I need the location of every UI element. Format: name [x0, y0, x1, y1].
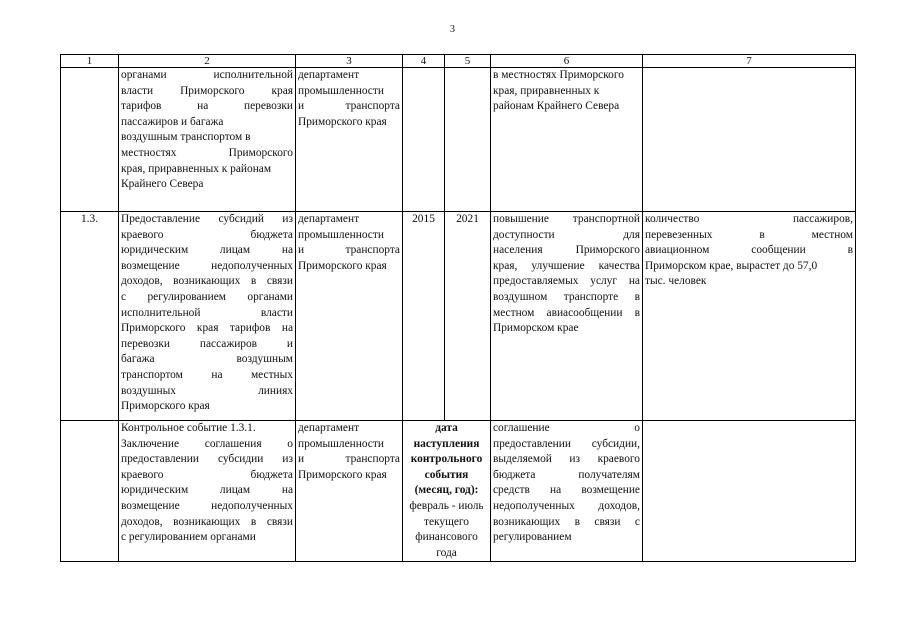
text-line: районам Крайнего Севера [493, 100, 620, 113]
text-line: возмещение недополученных [121, 499, 293, 512]
indicator-cell [643, 212, 856, 421]
text-line: с регулированием органами [121, 531, 256, 544]
page-number: 3 [450, 24, 455, 35]
column-number: 1 [61, 55, 119, 68]
text-line: дата [435, 422, 458, 434]
text-line: и транспорта [298, 453, 400, 466]
text-line: промышленности [298, 84, 384, 97]
table-row [61, 212, 856, 421]
text-line: доступности для [493, 228, 640, 241]
text-line: предоставлении субсидии из [121, 453, 293, 466]
text-line: юридическим лицам на [121, 244, 293, 257]
text-line: краевого бюджета [121, 228, 293, 241]
text-line: транспортом на местных [121, 368, 293, 381]
expected-result-cell [491, 68, 643, 212]
responsible-cell [296, 68, 403, 212]
text-line: краевого бюджета [121, 468, 293, 481]
text-line: регулированием [493, 531, 572, 544]
text-line: доходов, возникающих в связи [121, 515, 293, 528]
text-line: департамент [298, 69, 360, 81]
text-line: местном авиасообщении в [493, 306, 640, 319]
text-line: количество пассажиров, [645, 213, 853, 225]
text-line: юридическим лицам на [121, 484, 293, 497]
text-line: воздушных линиях [121, 384, 293, 397]
text-line: наступления [413, 437, 480, 450]
text-line: Приморского края тарифов на [121, 322, 293, 335]
start-year-cell [403, 68, 445, 212]
text-line: авиационном сообщении в [645, 244, 853, 257]
text-line: воздушным транспортом в [121, 131, 251, 144]
text-line: департамент [298, 422, 360, 434]
text-line: текущего [423, 515, 469, 528]
column-number: 7 [643, 55, 856, 68]
text-line: Приморском крае [493, 322, 579, 335]
activity-name-cell [119, 421, 296, 562]
text-line: бюджета получателям [493, 468, 640, 481]
column-number: 2 [119, 55, 296, 68]
item-number-cell [61, 421, 119, 562]
text-line: (месяц, год): [414, 484, 479, 497]
column-number: 4 [403, 55, 445, 68]
end-year-cell [445, 68, 491, 212]
table-row [61, 68, 856, 212]
text-line: Приморского края [121, 400, 210, 413]
text-line: года [436, 546, 457, 559]
text-line: пассажиров и багажа [121, 115, 224, 128]
responsible-cell [296, 421, 403, 562]
item-number-cell: 1.3. [61, 212, 119, 421]
indicator-cell [643, 421, 856, 562]
text-line: Заключение соглашения о [121, 437, 293, 450]
indicator-cell [643, 68, 856, 212]
expected-result-cell [491, 212, 643, 421]
text-line: предоставляемых услуг на [493, 275, 640, 288]
text-line: Крайнего Севера [121, 178, 204, 191]
text-line: Приморском крае, вырастет до 57,0 [645, 259, 818, 272]
text-line: края, приравненных к районам [121, 162, 272, 175]
text-line: с регулированием органами [121, 290, 293, 303]
text-line: повышение транспортной [493, 213, 640, 225]
text-line: населения Приморского [493, 244, 640, 257]
text-line: финансового [415, 531, 478, 544]
text-line: перевезенных в местном [645, 228, 853, 241]
item-number-cell [61, 68, 119, 212]
text-line: Приморского края [298, 468, 387, 481]
text-line: местностях Приморского [121, 146, 293, 159]
text-line: органами исполнительной [121, 69, 293, 81]
responsible-cell [296, 212, 403, 421]
text-line: промышленности [298, 228, 384, 241]
text-line: недополученных доходов, [493, 499, 640, 512]
text-line: перевозки пассажиров и [121, 337, 293, 350]
text-line: в местностях Приморского [493, 69, 624, 81]
text-line: контрольного [410, 453, 483, 466]
text-line: доходов, возникающих в связи [121, 275, 293, 288]
text-line: департамент [298, 213, 360, 225]
text-line: Приморского края [298, 115, 387, 128]
text-line: тыс. человек [645, 275, 707, 288]
text-line: предоставлении субсидии, [493, 437, 640, 450]
column-number: 6 [491, 55, 643, 68]
text-line: и транспорта [298, 100, 400, 113]
control-event-date-cell [403, 421, 491, 562]
column-number-row [61, 55, 856, 68]
text-line: тарифов на перевозки [121, 100, 293, 113]
text-line: возмещение недополученных [121, 259, 293, 272]
column-number: 3 [296, 55, 403, 68]
text-line: края, улучшение качества [493, 259, 640, 272]
end-year-cell: 2021 [445, 212, 491, 421]
text-line: края, приравненных к [493, 84, 600, 97]
text-line: багажа воздушным [121, 353, 293, 366]
activity-name-cell [119, 68, 296, 212]
text-line: Контрольное событие 1.3.1. [121, 422, 256, 434]
text-line: средств на возмещение [493, 484, 640, 497]
text-line: Приморского края [298, 259, 387, 272]
text-line: возникающих в связи с [493, 515, 640, 528]
table-row [61, 421, 856, 562]
expected-result-cell [491, 421, 643, 562]
text-line: власти Приморского края [121, 84, 293, 97]
text-line: промышленности [298, 437, 384, 450]
text-line: соглашение о [493, 422, 640, 434]
text-line: события [424, 468, 469, 481]
start-year-cell: 2015 [403, 212, 445, 421]
text-line: и транспорта [298, 244, 400, 257]
text-line: выделяемой из краевого [493, 453, 640, 466]
activity-table [60, 54, 856, 562]
text-line: февраль - июль [409, 499, 484, 512]
activity-name-cell [119, 212, 296, 421]
text-line: воздушном транспорте в [493, 290, 640, 303]
text-line: Предоставление субсидий из [121, 213, 293, 225]
text-line: исполнительной власти [121, 306, 293, 319]
column-number: 5 [445, 55, 491, 68]
